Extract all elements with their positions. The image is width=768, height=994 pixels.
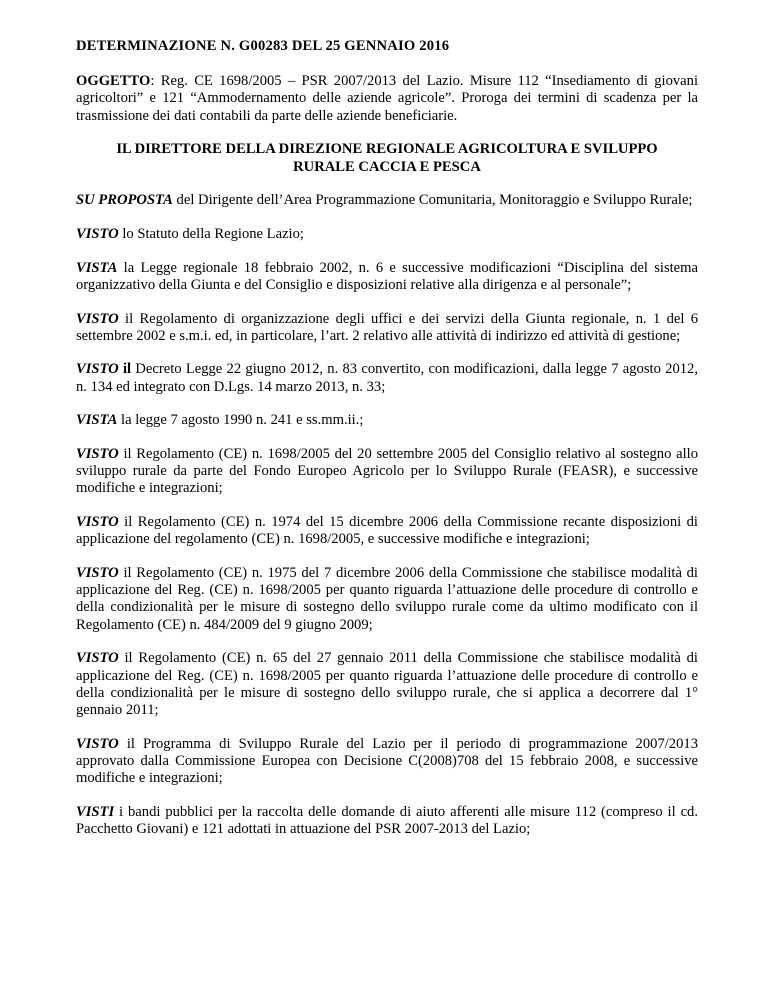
paragraph [76, 446, 698, 498]
paragraph [76, 514, 698, 548]
subject-text: : Reg. CE 1698/2005 – PSR 2007/2013 del Lazio. Misure 112 “Insediamento di giovani agricoltori” e 121 “Ammodernamento delle aziende agricole”. Proroga dei termini di scadenza per la trasmissione dei dati contabili da parte delle aziende beneficiarie. [76, 73, 698, 124]
paragraph-text: la Legge regionale 18 febbraio 2002, n. 6 e successive modificazioni “Disciplina del sistema organizzativo della Giunta e del Consiglio e disposizioni relative alla dirigenza e al personale”; [76, 259, 698, 293]
paragraph [76, 565, 698, 634]
paragraph-keyword: SU PROPOSTA [76, 192, 173, 209]
paragraph-keyword: VISTO [76, 650, 119, 667]
paragraph [76, 412, 698, 429]
paragraph-text: la legge 7 agosto 1990 n. 241 e ss.mm.ii.; [117, 412, 364, 429]
paragraph-text: il Regolamento (CE) n. 65 del 27 gennaio 2011 della Commissione che stabilisce modalità di applicazione del Reg. (CE) n. 1698/2005 per quanto riguarda l’attuazione delle procedure di controllo e della condizionalità per le misure di sostegno dello sviluppo rurale, che si applica a decorrere dal 1° gennaio 2011; [76, 650, 698, 718]
determination-header: DETERMINAZIONE N. G00283 DEL 25 GENNAIO 2016 [76, 38, 450, 54]
paragraph-keyword: VISTO [76, 565, 119, 582]
paragraph [76, 650, 698, 719]
paragraph-keyword: VISTO [76, 735, 119, 752]
paragraph-text: il Regolamento di organizzazione degli uffici e dei servizi della Giunta regionale, n. 1 del 6 settembre 2002 e s.m.i. ed, in particolare, l’art. 2 relativo alle attività di indirizzo ed attività di gestione; [76, 310, 698, 344]
paragraph-text: Decreto Legge 22 giugno 2012, n. 83 convertito, con modificazioni, dalla legge 7 agosto 2012, n. 134 ed integrato con D.Lgs. 14 marzo 2013, n. 33; [76, 361, 698, 395]
paragraph [76, 226, 698, 243]
paragraph-keyword: VISTI [76, 803, 115, 820]
paragraph [76, 192, 698, 209]
paragraph [76, 260, 698, 294]
paragraph-text: il Regolamento (CE) n. 1975 del 7 dicembre 2006 della Commissione che stabilisce modalità di applicazione del Reg. (CE) n. 1698/2005 per quanto riguarda l’attuazione delle procedure di controllo e della condizionalità per le misure di sostegno dello sviluppo rurale come da ultimo modificato con il Regolamento (CE) n. 484/2009 del 9 giugno 2009; [76, 565, 698, 633]
paragraph [76, 361, 698, 395]
paragraph [76, 311, 698, 345]
paragraph-text: lo Statuto della Regione Lazio; [118, 225, 304, 242]
paragraph-keyword: VISTO [76, 514, 119, 531]
subject-paragraph [76, 73, 698, 125]
paragraph-text: i bandi pubblici per la raccolta delle domande di aiuto afferenti alle misure 112 (compreso il cd. Pacchetto Giovani) e 121 adottati in attuazione del PSR 2007-2013 del Lazio; [76, 803, 698, 837]
paragraph-keyword: VISTA [76, 259, 118, 276]
paragraph-text: il Regolamento (CE) n. 1698/2005 del 20 settembre 2005 del Consiglio relativo al sostegno allo sviluppo rurale da parte del Fondo Europeo Agricolo per lo Sviluppo Rurale (FEASR), e successive modifiche e integrazioni; [76, 446, 698, 497]
paragraph-text: del Dirigente dell’Area Programmazione Comunitaria, Monitoraggio e Sviluppo Rurale; [172, 192, 693, 209]
paragraph-bold-word: il [118, 361, 132, 378]
director-title: IL DIRETTORE DELLA DIREZIONE REGIONALE AGRICOLTURA E SVILUPPO RURALE CACCIA E PESCA [116, 141, 658, 175]
paragraph-text: il Regolamento (CE) n. 1974 del 15 dicembre 2006 della Commissione recante disposizioni di applicazione del regolamento (CE) n. 1698/2005, e successive modifiche e integrazioni; [76, 514, 698, 548]
subject-label: OGGETTO [76, 73, 151, 90]
paragraph-keyword: VISTO [76, 225, 119, 242]
paragraph-keyword: VISTA [76, 412, 118, 429]
paragraph-keyword: VISTO [76, 446, 119, 463]
paragraph-text: il Programma di Sviluppo Rurale del Lazio per il periodo di programmazione 2007/2013 approvato dalla Commissione Europea con Decisione C(2008)708 del 15 febbraio 2008, e successive modifiche e integrazioni; [76, 735, 698, 787]
paragraph [76, 804, 698, 838]
paragraph [76, 736, 698, 788]
paragraph-keyword: VISTO [76, 361, 119, 378]
paragraph-keyword: VISTO [76, 310, 119, 327]
